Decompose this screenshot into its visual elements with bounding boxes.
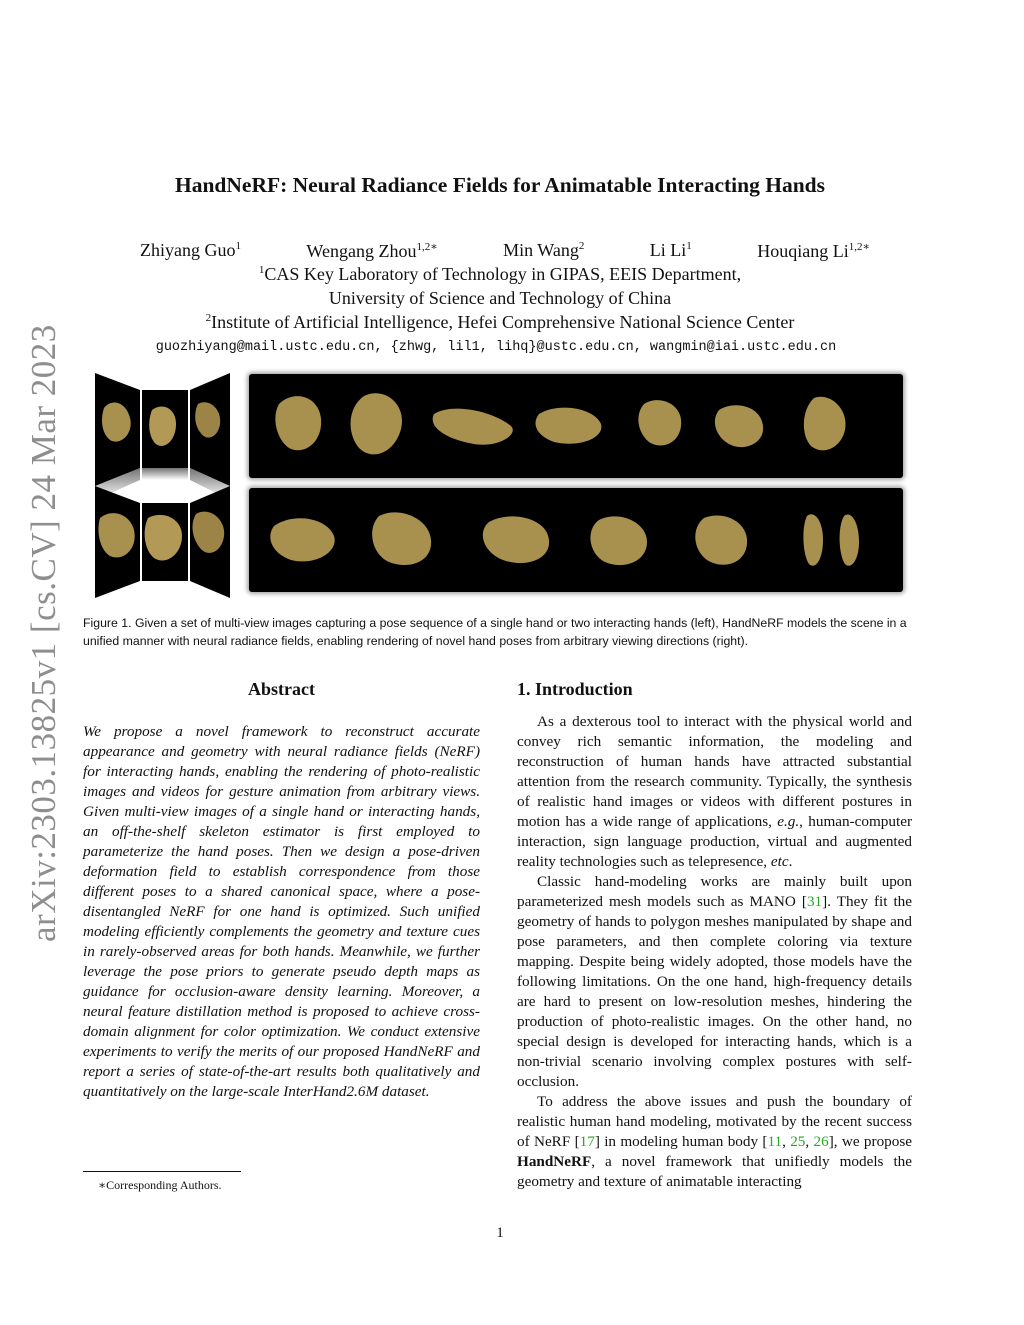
- hand-icon: [535, 408, 601, 444]
- paragraph: To address the above issues and push the boundary of realistic human hand modeling, motivated by the recent success of NeRF [17] in modeling human body [11, 25, 26], we propose HandNeRF, a novel framework that unifiedly models the geometry and texture of animatable interacting: [517, 1093, 912, 1190]
- hand-icon: [803, 514, 823, 565]
- hand-icon: [715, 405, 763, 447]
- footnote: ∗Corresponding Authors.: [98, 1178, 222, 1192]
- section-heading-introduction: 1. Introduction: [517, 679, 633, 699]
- citation-link[interactable]: 26: [813, 1133, 829, 1150]
- hand-icon: [275, 396, 321, 450]
- citation-link[interactable]: 31: [806, 893, 823, 910]
- citation-link[interactable]: 17: [579, 1133, 595, 1150]
- hands-icon: [590, 516, 647, 565]
- author: Min Wang$^2$: [503, 240, 585, 260]
- author-list: [140, 240, 870, 262]
- introduction-body: [517, 712, 912, 1192]
- footnote-divider: [83, 1171, 241, 1172]
- abstract-heading: Abstract: [248, 679, 315, 699]
- citation-link[interactable]: 11: [767, 1133, 783, 1150]
- affiliation-1-line-2: University of Science and Technology of China: [328, 288, 672, 308]
- author-emails: guozhiyang@mail.ustc.edu.cn, {zhwg, lil1, lihq}@ustc.edu.cn, wangmin@iai.ustc.edu.cn: [155, 340, 837, 355]
- paper-title: HandNeRF: Neural Radiance Fields for Animatable Interacting Hands: [175, 173, 825, 197]
- hands-icon: [695, 516, 747, 565]
- hands-icon: [372, 512, 431, 565]
- citation-link[interactable]: 25: [790, 1133, 806, 1150]
- arxiv-identifier: arXiv:2303.13825v1 [cs.CV] 24 Mar 2023: [24, 324, 63, 942]
- hands-icon: [270, 518, 334, 561]
- figure-caption: Figure 1. Given a set of multi-view images capturing a pose sequence of a single hand or two interacting hands (left), HandNeRF models the scene in a unified manner with neural radiance fields, enabling rendering of novel hand poses from arbitrary viewing directions (right).: [83, 616, 907, 648]
- novel-view-strip-single-hand: [249, 374, 903, 478]
- multi-view-input-figure: [90, 368, 235, 600]
- page-number: 1: [496, 1225, 504, 1241]
- author: Li Li$^1$: [649, 240, 692, 260]
- author: Zhiyang Guo$^1$: [140, 240, 241, 260]
- novel-view-strip-interacting-hands: [249, 488, 903, 592]
- hand-icon: [351, 393, 402, 454]
- paragraph: As a dexterous tool to interact with the physical world and convey rich semantic information, the modeling and reconstruction of human hands have attracted substantial attention from the research community. Typically, the synthesis of realistic hand images or videos with different postures in motion has a wide range of applications, e.g., human-computer interaction, sign language production, virtual and augmented reality technologies such as telepresence, etc.: [517, 713, 913, 870]
- hand-icon: [840, 514, 859, 565]
- hand-icon: [638, 400, 681, 445]
- author: Wengang Zhou$^{1,2∗}$: [306, 241, 438, 261]
- affiliation-1-line-1: $^1$CAS Key Laboratory of Technology in GIPAS, EEIS Department,: [258, 264, 742, 284]
- hands-icon: [483, 516, 549, 563]
- affiliation-2: $^2$Institute of Artificial Intelligence, Hefei Comprehensive National Science Center: [205, 312, 795, 332]
- paragraph: Classic hand-modeling works are mainly built upon parameterized mesh models such as MANO [31]. They fit the geometry of hands to polygon meshes manipulated by shape and pose parameters, and then complete coloring via texture mapping. Despite being widely adopted, those models have the following limitations. On the one hand, high-frequency details are hard to present on low-resolution meshes, hindering the production of photo-realistic images. On the other hand, no special design is developed for interacting hands, which is a non-trivial scenario involving complex postures with self-occlusion.: [517, 873, 913, 1090]
- abstract-body: We propose a novel framework to reconstruct accurate appearance and geometry with neural radiance fields (NeRF) for interacting hands, enabling the rendering of photo-realistic images and videos for gesture animation from arbitrary views. Given multi-view images of a single hand or interacting hands, an off-the-shelf skeleton estimator is first employed to parameterize the hand poses. Then we design a pose-driven deformation field to establish correspondence from those different poses to a shared canonical space, where a pose-disentangled NeRF for one hand is optimized. Such unified modeling efficiently complements the geometry and texture cues in rarely-observed areas for both hands. Meanwhile, we further leverage the pose priors to generate pseudo depth maps as guidance for occlusion-aware density learning. Moreover, a neural feature distillation method is proposed to achieve cross-domain alignment for color optimization. We conduct extensive experiments to verify the merits of our proposed HandNeRF and report a series of state-of-the-art results both qualitatively and quantitatively on the large-scale InterHand2.6M dataset.: [83, 723, 480, 1100]
- author: Houqiang $Li^{1,2∗}$: [757, 241, 870, 261]
- hand-icon: [804, 397, 846, 451]
- hand-icon: [433, 409, 513, 445]
